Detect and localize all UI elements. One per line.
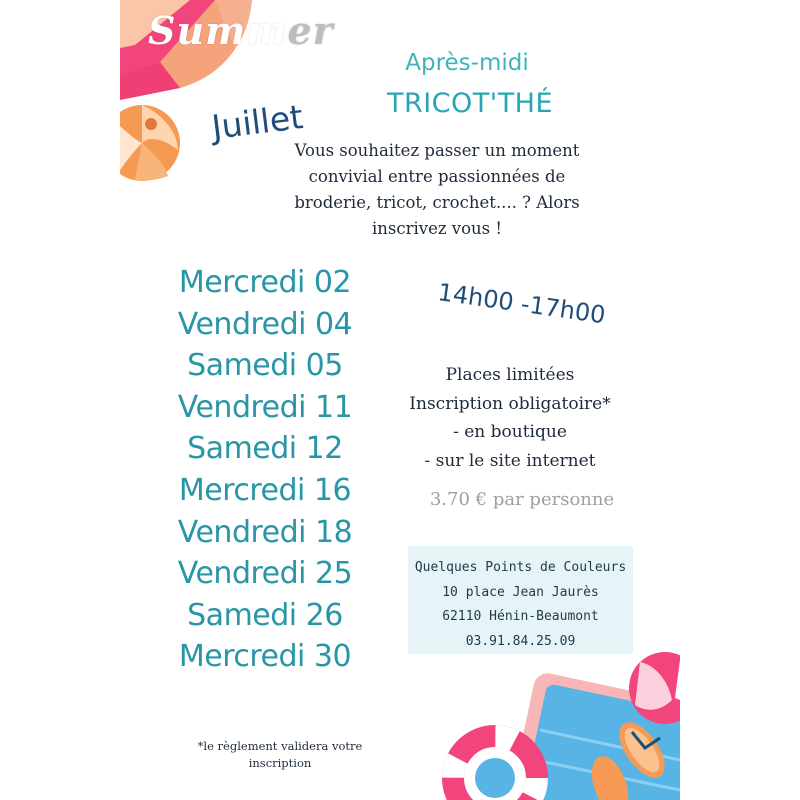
shop-street: 10 place Jean Jaurès — [442, 584, 599, 600]
date-item: Mercredi 02 — [178, 265, 352, 300]
event-subtitle: Après-midi — [405, 50, 529, 76]
beach-ball-icon — [120, 105, 180, 181]
date-item: Vendredi 25 — [177, 556, 353, 592]
in-store-text: - en boutique — [453, 422, 567, 442]
website-text: - sur le site internet — [424, 450, 596, 471]
registration-required-text: Inscription obligatoire* — [409, 393, 611, 414]
date-item: Samedi 12 — [187, 431, 343, 467]
swim-ring-icon — [453, 736, 537, 800]
date-list — [165, 262, 365, 678]
date-item: Samedi 26 — [187, 597, 343, 633]
date-item: Mercredi 16 — [178, 472, 352, 508]
intro-text: Vous souhaitez passer un moment convivial entre passionnées de broderie, tricot, crochet.... ? Alors inscrivez vous ! — [294, 141, 580, 238]
summer-heading-left: Summ — [148, 8, 288, 53]
places-limited-text: Places limitées — [445, 365, 575, 385]
shop-phone: 03.91.84.25.09 — [465, 633, 576, 649]
date-item: Samedi 05 — [187, 348, 343, 384]
registration-info — [375, 361, 645, 475]
shop-city: 62110 Hénin-Beaumont — [442, 609, 599, 624]
event-title: TRICOT'THÉ — [386, 88, 554, 119]
summer-heading-right: er — [287, 8, 334, 53]
date-item: Vendredi 11 — [177, 389, 353, 425]
flyer — [120, 0, 680, 800]
month-label: Juillet — [209, 97, 306, 147]
time-range: 14h00 -17h00 — [436, 278, 608, 330]
summer-heading — [148, 8, 334, 53]
date-item: Mercredi 30 — [178, 639, 352, 675]
shop-name: Quelques Points de Couleurs — [414, 560, 627, 575]
footnote: *le règlement validera votre inscription — [197, 739, 363, 770]
date-item: Vendredi 04 — [177, 306, 353, 342]
address-box — [408, 546, 633, 654]
price-text: 3.70 € par personne — [429, 489, 615, 510]
date-item: Vendredi 18 — [177, 514, 353, 550]
